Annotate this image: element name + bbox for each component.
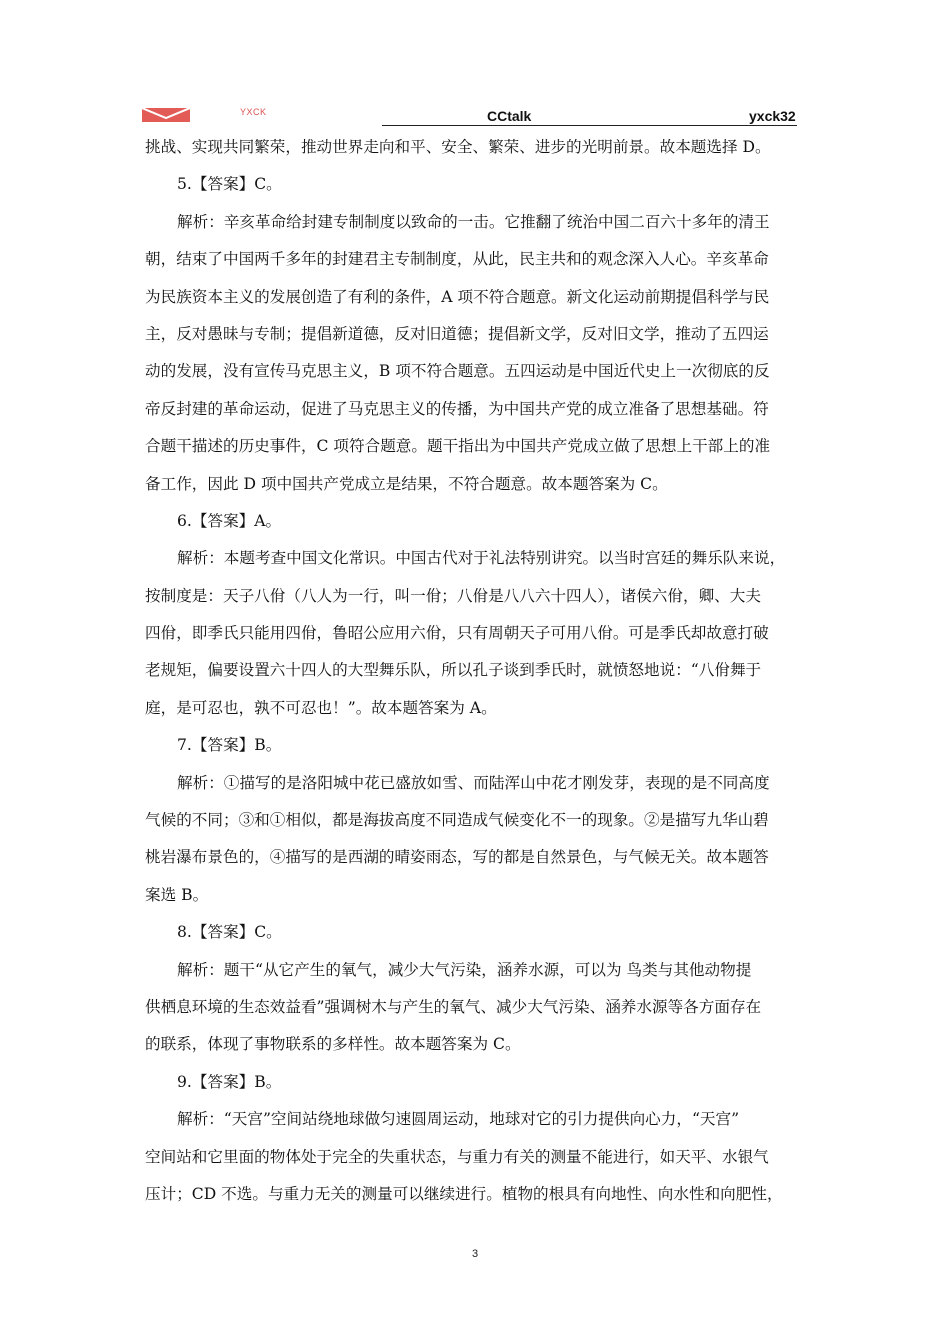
- answer-heading: 7.【答案】B。: [177, 736, 282, 755]
- envelope-logo-icon: [142, 108, 190, 122]
- text-line: 桃岩瀑布景色的，④描写的是西湖的晴姿雨态，写的都是自然景色，与气候无关。故本题答: [145, 848, 769, 867]
- text-line: 老规矩，偏要设置六十四人的大型舞乐队，所以孔子谈到季氏时，就愤怒地说：“八佾舞于: [145, 661, 762, 680]
- text-line: 动的发展，没有宣传马克思主义，B 项不符合题意。五四运动是中国近代史上一次彻底的反: [145, 362, 770, 381]
- text-line: 四佾，即季氏只能用四佾，鲁昭公应用六佾，只有周朝天子可用八佾。可是季氏却故意打破: [145, 624, 769, 643]
- text-line: 为民族资本主义的发展创造了有利的条件，A 项不符合题意。新文化运动前期提倡科学与民: [145, 287, 770, 306]
- text-line: 解析：本题考查中国文化常识。中国古代对于礼法特别讲究。以当时宫廷的舞乐队来说，: [177, 549, 786, 568]
- logo-text: YXCK: [240, 107, 267, 117]
- text-line: 压计；CD 不选。与重力无关的测量可以继续进行。植物的根具有向地性、向水性和向肥性，: [145, 1184, 783, 1203]
- header-rule: [382, 125, 797, 126]
- answer-heading: 9.【答案】B。: [177, 1072, 282, 1091]
- text-line: 气候的不同；③和①相似，都是海拔高度不同造成气候变化不一的现象。②是描写九华山碧: [145, 811, 769, 830]
- header-right-text: yxck32: [749, 108, 796, 124]
- text-line: 朝，结束了中国两千多年的封建君主专制制度，从此，民主共和的观念深入人心。辛亥革命: [145, 250, 769, 269]
- answer-heading: 6.【答案】A。: [177, 511, 282, 530]
- page-number: 3: [471, 1248, 479, 1260]
- text-line: 案选 B。: [145, 885, 209, 904]
- text-line: 按制度是：天子八佾（八人为一行，叫一佾；八佾是八八六十四人），诸侯六佾，卿、大夫: [145, 586, 761, 605]
- page-header: [0, 100, 950, 128]
- text-line: 解析：题干“从它产生的氧气，减少大气污染，涵养水源，可以为 鸟类与其他动物提: [177, 960, 752, 979]
- text-line: 主，反对愚昧与专制；提倡新道德，反对旧道德；提倡新文学，反对旧文学，推动了五四运: [145, 324, 769, 343]
- text-line: 供栖息环境的生态效益看”强调树木与产生的氧气、减少大气污染、涵养水源等各方面存在: [145, 997, 762, 1016]
- answer-heading: 5.【答案】C。: [177, 175, 282, 194]
- text-line: 备工作，因此 D 项中国共产党成立是结果，不符合题意。故本题答案为 C。: [145, 474, 668, 493]
- text-line: 空间站和它里面的物体处于完全的失重状态，与重力有关的测量不能进行，如天平、水银气: [145, 1147, 769, 1166]
- text-line: 帝反封建的革命运动，促进了马克思主义的传播，为中国共产党的成立准备了思想基础。符: [145, 399, 769, 418]
- text-line: 解析：①描写的是洛阳城中花已盛放如雪、而陆浑山中花才刚发芽，表现的是不同高度: [177, 773, 770, 792]
- answer-heading: 8.【答案】C。: [177, 923, 282, 942]
- text-line: 解析：辛亥革命给封建专制制度以致命的一击。它推翻了统治中国二百六十多年的清王: [177, 212, 770, 231]
- text-line: 合题干描述的历史事件，C 项符合题意。题干指出为中国共产党成立做了思想上干部上的准: [145, 437, 771, 456]
- text-line: 挑战、实现共同繁荣，推动世界走向和平、安全、繁荣、进步的光明前景。故本题选择 D。: [145, 138, 771, 156]
- text-line: 解析：“天宫”空间站绕地球做匀速圆周运动，地球对它的引力提供向心力，“天宫”: [177, 1110, 740, 1129]
- text-line: 的联系，体现了事物联系的多样性。故本题答案为 C。: [145, 1035, 521, 1054]
- document-body: [145, 133, 807, 1217]
- text-line: 庭，是可忍也，孰不可忍也！”。故本题答案为 A。: [145, 698, 497, 717]
- header-center-text: CCtalk: [487, 108, 532, 124]
